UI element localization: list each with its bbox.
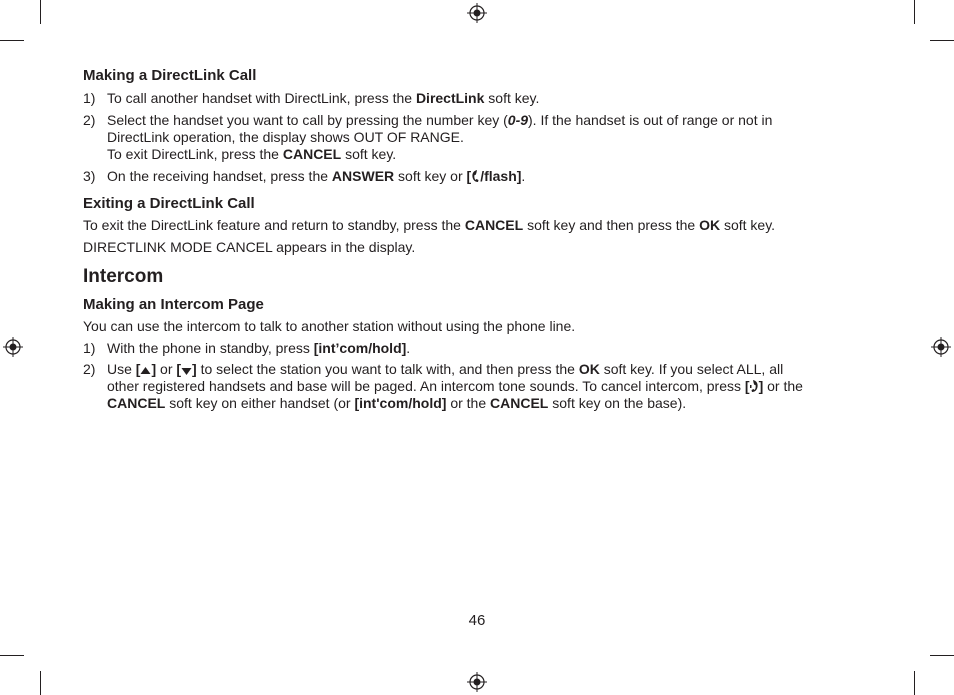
crop-mark-bottom-left-v (40, 671, 41, 695)
list-item: 1) To call another handset with DirectLink, press the DirectLink soft key. (83, 90, 540, 106)
crop-mark-top-right-h (930, 40, 954, 41)
heading-making-directlink-call: Making a DirectLink Call (83, 67, 257, 84)
step-number: 3) (83, 168, 96, 184)
step-number: 2) (83, 361, 96, 377)
crop-mark-top-left-h (0, 40, 24, 41)
directlink-call-steps (83, 90, 883, 185)
step-number: 1) (83, 340, 96, 356)
number-key-range: 0-9 (507, 112, 529, 128)
intercom-steps (83, 340, 883, 412)
registration-mark-right-icon (931, 337, 951, 357)
crop-mark-top-left-v (40, 0, 41, 24)
list-item: 2) Use [ ] or [ ] to select the station you want to talk with, and then press the OK soft key. If you select ALL, all other registered handsets and base will be paged. An intercom tone sounds. To cancel intercom, press [ ] or the CANCEL soft key on either handset (or [int'com/hold] or the CANCEL soft key on the base). (83, 361, 803, 411)
crop-mark-bottom-right-v (914, 671, 915, 695)
crop-mark-top-right-v (914, 0, 915, 24)
heading-making-intercom-page: Making an Intercom Page (83, 296, 264, 313)
step-number: 1) (83, 90, 96, 106)
list-item: 2) Select the handset you want to call by pressing the number key (0-9). If the handset is out of range or not in DirectLink operation, the display shows OUT OF RANGE. To exit DirectLink, press the CANCEL soft key. (83, 112, 773, 162)
page-number: 46 (468, 612, 486, 629)
exit-directlink-paragraph: To exit the DirectLink feature and return to standby, press the CANCEL soft key and then press the OK soft key. (83, 217, 776, 233)
down-arrow-icon (181, 366, 192, 376)
end-call-handset-icon (750, 379, 759, 393)
crop-mark-bottom-left-h (0, 655, 24, 656)
page-content (83, 66, 883, 412)
up-arrow-icon (140, 366, 151, 376)
intercom-intro: You can use the intercom to talk to another station without using the phone line. (83, 318, 576, 334)
list-item: 1) With the phone in standby, press [int’com/hold]. (83, 340, 411, 356)
list-item: 3) On the receiving handset, press the ANSWER soft key or [ /flash]. (83, 168, 526, 184)
registration-mark-top-icon (467, 3, 487, 23)
talk-handset-icon (471, 169, 480, 183)
heading-intercom: Intercom (83, 266, 164, 287)
crop-mark-bottom-right-h (930, 655, 954, 656)
step-number: 2) (83, 112, 96, 128)
registration-mark-bottom-icon (467, 672, 487, 692)
heading-exiting-directlink-call: Exiting a DirectLink Call (83, 195, 255, 212)
directlink-cancel-message: DIRECTLINK MODE CANCEL appears in the display. (83, 239, 416, 255)
registration-mark-left-icon (3, 337, 23, 357)
